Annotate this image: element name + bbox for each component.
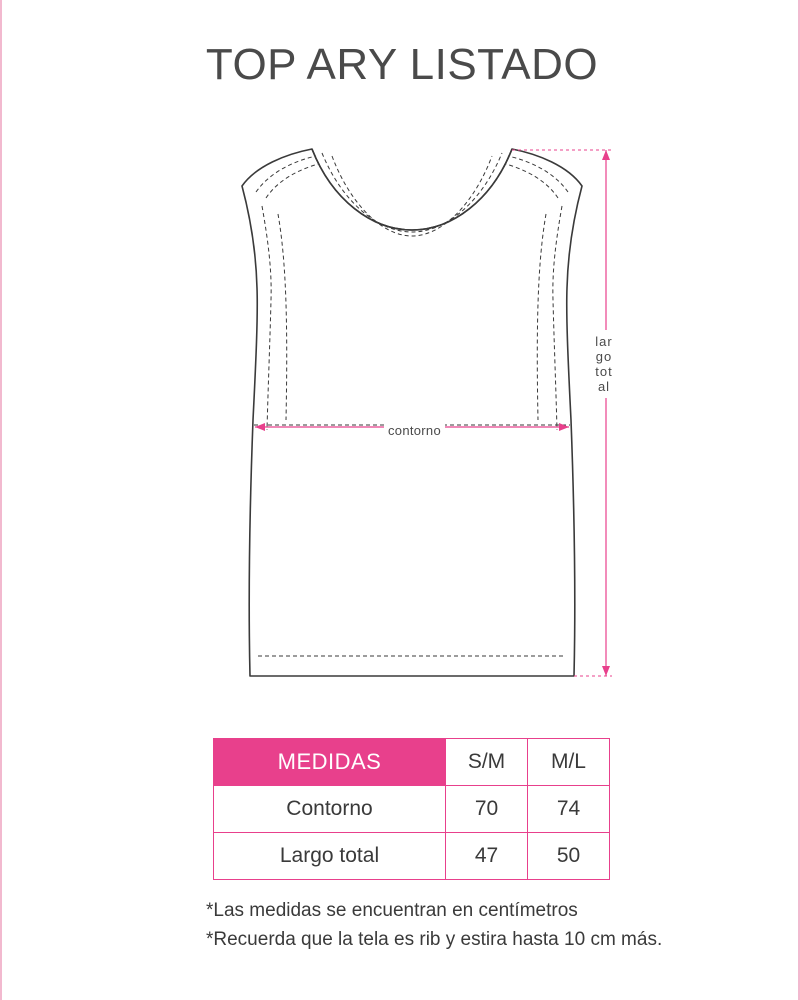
cell-contorno-ml: 74 [528,786,610,833]
row-label-contorno: Contorno [214,786,446,833]
measurements-table [213,738,610,880]
largo-total-measure-label: largo total [594,330,614,398]
table-header-sm: S/M [446,739,528,786]
cell-contorno-sm: 70 [446,786,528,833]
cell-largo-sm: 47 [446,833,528,880]
page-title: TOP ARY LISTADO [205,40,599,89]
table-header-measures: MEDIDAS [214,739,446,786]
garment-illustration [182,120,642,700]
table-row [214,833,610,880]
note-fabric: *Recuerda que la tela es rib y estira hasta 10 cm más. [206,929,663,950]
table-row [214,786,610,833]
row-label-largo-total: Largo total [214,833,446,880]
contorno-measure-label: contorno [384,423,445,438]
note-units: *Las medidas se encuentran en centímetros [206,900,578,921]
cell-largo-ml: 50 [528,833,610,880]
notes-block [206,896,766,954]
table-header-ml: M/L [528,739,610,786]
table-header-row [214,739,610,786]
